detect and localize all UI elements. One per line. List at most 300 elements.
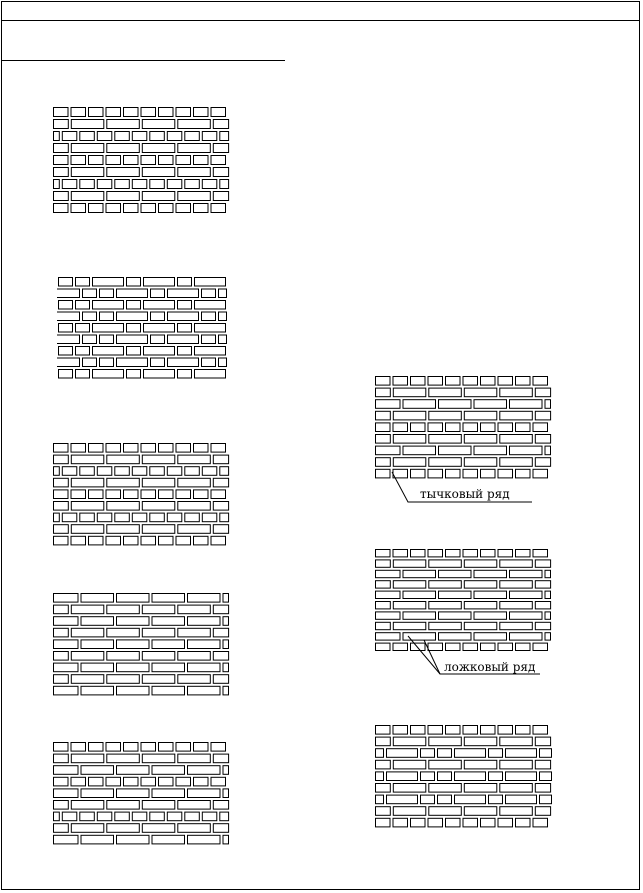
brick — [506, 772, 537, 781]
brick — [89, 743, 104, 752]
brick — [213, 120, 228, 129]
brick — [167, 132, 182, 141]
brick — [533, 726, 548, 735]
brick — [510, 400, 543, 409]
brick — [178, 192, 211, 201]
brick — [115, 513, 130, 522]
brick — [211, 490, 226, 499]
brick — [194, 444, 209, 453]
brick — [107, 120, 140, 129]
brick — [152, 594, 185, 603]
brick — [178, 301, 192, 310]
brick — [57, 312, 80, 321]
brick — [498, 643, 513, 650]
brick — [438, 749, 452, 758]
brick — [81, 835, 114, 844]
brick — [117, 663, 150, 672]
brick — [516, 423, 531, 432]
brick — [219, 335, 227, 344]
brick — [545, 446, 551, 455]
brick — [59, 301, 73, 310]
brick — [481, 726, 496, 735]
brick — [481, 643, 496, 650]
brick — [500, 411, 533, 420]
brick — [117, 289, 148, 298]
brick — [535, 560, 550, 567]
brick — [213, 192, 228, 201]
brick — [89, 156, 104, 165]
brick — [150, 132, 165, 141]
brick — [152, 640, 185, 649]
brick — [516, 643, 531, 650]
brick — [429, 560, 462, 567]
brick — [195, 278, 226, 287]
brick — [59, 370, 73, 379]
brick — [220, 467, 229, 476]
brick — [376, 400, 401, 409]
brick — [97, 513, 112, 522]
brick — [142, 455, 175, 464]
brick — [194, 777, 209, 786]
brick — [403, 612, 436, 619]
brick — [124, 444, 139, 453]
brick — [81, 686, 114, 695]
brick — [178, 652, 211, 661]
brick — [178, 801, 211, 810]
brick — [463, 643, 478, 650]
brick — [71, 120, 104, 129]
brick — [188, 617, 221, 626]
brick — [107, 502, 140, 511]
brick — [81, 594, 114, 603]
brick — [62, 513, 77, 522]
brick — [97, 132, 112, 141]
brick — [376, 581, 391, 588]
brick — [178, 120, 211, 129]
brick — [393, 760, 426, 769]
brick — [188, 789, 221, 798]
brick — [71, 455, 104, 464]
brick — [152, 663, 185, 672]
brick — [376, 760, 391, 769]
brick — [115, 467, 130, 476]
brick — [54, 144, 69, 153]
brick — [124, 108, 139, 117]
brick — [80, 513, 95, 522]
brick — [474, 591, 507, 598]
brick — [463, 469, 478, 478]
brick — [376, 602, 391, 609]
brick — [185, 467, 200, 476]
brick — [54, 766, 79, 775]
brick — [176, 156, 191, 165]
brick — [428, 818, 443, 827]
brick — [510, 591, 543, 598]
brick — [178, 478, 211, 487]
brick — [535, 388, 550, 397]
brick — [411, 423, 426, 432]
brick — [202, 312, 216, 321]
brick — [62, 132, 77, 141]
brick — [376, 570, 401, 577]
brick — [83, 358, 97, 367]
brick — [117, 766, 150, 775]
brick — [168, 312, 199, 321]
brick — [202, 467, 217, 476]
brick — [167, 180, 182, 189]
brick — [106, 108, 121, 117]
brick — [71, 675, 104, 684]
brick — [76, 347, 90, 356]
brick — [220, 180, 229, 189]
brick — [393, 784, 426, 793]
brick — [178, 628, 211, 637]
brick — [107, 525, 140, 534]
brick — [533, 550, 548, 557]
brick — [89, 777, 104, 786]
brick — [223, 789, 229, 798]
brick — [213, 455, 228, 464]
brick — [185, 812, 200, 821]
brick-wall-svg — [374, 375, 552, 479]
brick — [403, 591, 436, 598]
brick — [83, 335, 97, 344]
brick — [178, 370, 192, 379]
brick — [194, 536, 209, 545]
brick — [498, 469, 513, 478]
brick — [54, 640, 79, 649]
brick — [71, 652, 104, 661]
brick — [76, 324, 90, 333]
brick — [535, 411, 550, 420]
brick — [545, 400, 551, 409]
brick — [446, 726, 461, 735]
brick — [387, 772, 418, 781]
brick — [535, 807, 550, 816]
brick — [178, 605, 211, 614]
brick — [498, 818, 513, 827]
brick — [195, 347, 226, 356]
brick — [117, 617, 150, 626]
brick — [393, 818, 408, 827]
brick — [54, 812, 60, 821]
brick — [127, 324, 141, 333]
brick — [545, 591, 551, 598]
brick-bond-pattern-4 — [52, 592, 230, 696]
brick — [428, 643, 443, 650]
brick — [376, 550, 391, 557]
brick — [178, 525, 211, 534]
brick — [223, 663, 229, 672]
brick — [176, 490, 191, 499]
brick — [463, 726, 478, 735]
brick — [376, 446, 401, 455]
brick — [144, 301, 175, 310]
brick — [489, 749, 503, 758]
brick — [194, 108, 209, 117]
brick — [220, 513, 229, 522]
brick — [464, 388, 497, 397]
brick — [71, 605, 104, 614]
brick — [387, 795, 418, 804]
brick — [188, 663, 221, 672]
brick — [150, 812, 165, 821]
brick — [159, 156, 174, 165]
brick — [429, 760, 462, 769]
brick — [500, 622, 533, 629]
brick — [178, 824, 211, 833]
brick — [510, 612, 543, 619]
brick — [159, 777, 174, 786]
brick-wall-svg — [374, 724, 552, 828]
brick — [71, 536, 86, 545]
brick — [132, 467, 147, 476]
brick — [535, 622, 550, 629]
brick — [411, 550, 426, 557]
brick — [213, 754, 228, 763]
brick — [107, 754, 140, 763]
brick — [106, 777, 121, 786]
brick — [376, 560, 391, 567]
brick — [429, 784, 462, 793]
brick — [71, 824, 104, 833]
brick — [376, 423, 391, 432]
brick — [100, 358, 114, 367]
brick — [159, 490, 174, 499]
brick — [211, 444, 226, 453]
brick — [142, 144, 175, 153]
brick — [54, 594, 79, 603]
brick — [403, 400, 436, 409]
brick — [178, 675, 211, 684]
brick — [83, 312, 97, 321]
brick — [141, 204, 156, 213]
brick — [71, 144, 104, 153]
brick — [376, 435, 391, 444]
brick — [403, 446, 436, 455]
brick — [59, 347, 73, 356]
brick — [220, 812, 229, 821]
brick — [188, 594, 221, 603]
brick — [202, 335, 216, 344]
brick — [500, 458, 533, 467]
brick — [213, 144, 228, 153]
brick — [376, 469, 391, 478]
brick — [76, 301, 90, 310]
brick — [54, 204, 69, 213]
brick — [54, 108, 69, 117]
brick — [188, 686, 221, 695]
header-row-label: тычковый ряд — [420, 487, 510, 501]
brick — [376, 377, 391, 386]
brick-bond-pattern-8 — [374, 724, 552, 828]
brick — [194, 156, 209, 165]
brick — [535, 602, 550, 609]
brick — [151, 358, 165, 367]
brick — [545, 612, 551, 619]
brick — [376, 807, 391, 816]
brick — [150, 180, 165, 189]
brick — [500, 388, 533, 397]
brick — [463, 550, 478, 557]
brick — [376, 818, 391, 827]
brick — [439, 570, 472, 577]
brick — [455, 795, 486, 804]
brick — [93, 301, 124, 310]
brick — [142, 824, 175, 833]
brick — [178, 278, 192, 287]
brick — [500, 602, 533, 609]
brick — [178, 502, 211, 511]
brick — [481, 818, 496, 827]
brick — [474, 633, 507, 640]
brick — [428, 469, 443, 478]
brick — [54, 675, 69, 684]
brick — [62, 812, 77, 821]
brick — [393, 550, 408, 557]
brick — [54, 777, 69, 786]
brick — [54, 467, 60, 476]
brick — [393, 435, 426, 444]
brick — [71, 478, 104, 487]
brick — [132, 132, 147, 141]
brick — [516, 550, 531, 557]
brick — [54, 824, 69, 833]
brick — [393, 560, 426, 567]
brick — [117, 312, 148, 321]
brick — [178, 347, 192, 356]
brick — [195, 370, 226, 379]
brick — [455, 749, 486, 758]
brick — [463, 423, 478, 432]
brick — [195, 301, 226, 310]
brick — [124, 743, 139, 752]
brick — [516, 726, 531, 735]
brick — [393, 807, 426, 816]
brick — [393, 377, 408, 386]
brick — [54, 120, 69, 129]
brick — [54, 444, 69, 453]
brick — [464, 737, 497, 746]
brick — [376, 772, 384, 781]
brick — [439, 591, 472, 598]
brick — [393, 388, 426, 397]
brick — [83, 289, 97, 298]
brick — [54, 754, 69, 763]
brick — [71, 156, 86, 165]
brick — [464, 458, 497, 467]
brick — [62, 180, 77, 189]
brick — [474, 400, 507, 409]
brick — [500, 581, 533, 588]
brick — [376, 411, 391, 420]
brick — [376, 749, 384, 758]
brick — [178, 324, 192, 333]
brick — [213, 652, 228, 661]
brick — [202, 289, 216, 298]
brick — [71, 108, 86, 117]
brick — [159, 536, 174, 545]
brick — [168, 358, 199, 367]
brick — [93, 278, 124, 287]
brick — [223, 766, 229, 775]
brick — [516, 818, 531, 827]
brick — [76, 370, 90, 379]
brick — [510, 570, 543, 577]
brick — [142, 675, 175, 684]
brick — [159, 204, 174, 213]
brick — [81, 640, 114, 649]
brick — [127, 301, 141, 310]
brick — [533, 377, 548, 386]
brick-bond-pattern-header-course — [374, 375, 552, 479]
brick — [421, 772, 435, 781]
brick — [464, 807, 497, 816]
brick — [481, 550, 496, 557]
brick — [115, 180, 130, 189]
brick — [117, 594, 150, 603]
brick — [71, 502, 104, 511]
brick — [107, 605, 140, 614]
brick — [176, 204, 191, 213]
brick — [393, 726, 408, 735]
brick — [498, 423, 513, 432]
brick — [498, 550, 513, 557]
brick — [132, 812, 147, 821]
brick — [464, 411, 497, 420]
brick — [54, 663, 79, 672]
brick — [202, 812, 217, 821]
brick — [500, 737, 533, 746]
brick — [144, 370, 175, 379]
brick — [124, 156, 139, 165]
brick — [188, 835, 221, 844]
brick — [80, 132, 95, 141]
brick — [481, 377, 496, 386]
brick — [176, 108, 191, 117]
brick — [71, 168, 104, 177]
brick — [219, 312, 227, 321]
brick — [376, 643, 391, 650]
brick — [176, 743, 191, 752]
brick — [54, 652, 69, 661]
brick — [510, 633, 543, 640]
brick — [446, 469, 461, 478]
brick — [54, 478, 69, 487]
brick — [141, 444, 156, 453]
brick — [211, 777, 226, 786]
brick — [393, 469, 408, 478]
brick — [393, 458, 426, 467]
brick — [142, 525, 175, 534]
stretcher-row-label: ложковый ряд — [444, 660, 536, 674]
brick — [393, 423, 408, 432]
brick — [93, 370, 124, 379]
brick — [176, 536, 191, 545]
brick — [144, 347, 175, 356]
brick — [540, 795, 552, 804]
brick — [446, 423, 461, 432]
brick — [428, 377, 443, 386]
brick — [535, 784, 550, 793]
brick — [54, 192, 69, 201]
brick — [81, 789, 114, 798]
brick — [500, 807, 533, 816]
brick — [54, 502, 69, 511]
brick — [167, 812, 182, 821]
brick — [100, 335, 114, 344]
brick — [500, 560, 533, 567]
